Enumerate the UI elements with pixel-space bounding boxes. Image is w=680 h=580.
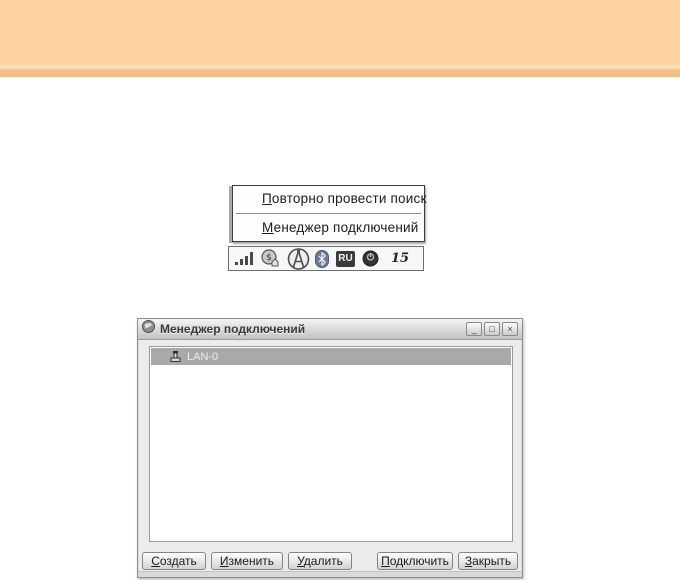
clock-indicator[interactable]: 15 bbox=[391, 251, 410, 266]
svg-text:$: $ bbox=[266, 253, 272, 263]
create-button-label: оздать bbox=[159, 554, 197, 568]
keyboard-layout-indicator[interactable]: RU bbox=[336, 251, 355, 267]
system-tray bbox=[228, 246, 424, 271]
signal-strength-icon[interactable] bbox=[234, 251, 256, 266]
close-window-button-accesskey: З bbox=[464, 554, 473, 568]
delete-button-accesskey: У bbox=[297, 554, 304, 568]
close-window-button[interactable] bbox=[458, 552, 518, 570]
power-icon[interactable] bbox=[362, 250, 379, 267]
update-badge-icon[interactable] bbox=[260, 249, 282, 268]
menu-item-rescan-accesskey: П bbox=[262, 191, 272, 206]
maximize-button[interactable]: □ bbox=[484, 322, 500, 336]
window-button-row bbox=[142, 552, 518, 570]
connect-button-accesskey: П bbox=[381, 554, 390, 568]
delete-button[interactable] bbox=[288, 552, 352, 570]
top-banner bbox=[0, 0, 680, 77]
edit-button-label: зменить bbox=[228, 554, 275, 568]
window-title: Менеджер подключений bbox=[160, 322, 306, 336]
edit-button-accesskey: И bbox=[219, 554, 229, 568]
window-globe-icon bbox=[142, 320, 155, 338]
tray-context-menu bbox=[232, 185, 425, 242]
bluetooth-icon[interactable] bbox=[315, 250, 329, 268]
minimize-button[interactable]: _ bbox=[466, 322, 482, 336]
wireless-antenna-icon[interactable] bbox=[286, 246, 311, 271]
connection-manager-window bbox=[137, 318, 523, 578]
connections-list[interactable] bbox=[149, 346, 513, 542]
button-row-spacer bbox=[357, 552, 377, 570]
menu-item-connection-manager-label: енеджер подключений bbox=[273, 220, 419, 235]
list-item-lan0-label: LAN-0 bbox=[187, 350, 219, 363]
menu-item-rescan[interactable] bbox=[233, 186, 427, 212]
lan-connection-icon bbox=[169, 350, 182, 363]
connect-button-label: одключить bbox=[389, 554, 449, 568]
window-titlebar[interactable] bbox=[138, 319, 522, 340]
close-button[interactable]: × bbox=[502, 322, 518, 336]
menu-item-rescan-label: овторно провести поиск bbox=[271, 191, 427, 206]
menu-item-connection-manager[interactable] bbox=[233, 215, 424, 241]
create-button[interactable] bbox=[142, 552, 206, 570]
create-button-accesskey: С bbox=[151, 554, 160, 568]
connect-button[interactable] bbox=[377, 552, 453, 570]
window-bottom-frame bbox=[138, 571, 522, 577]
close-window-button-label: акрыть bbox=[472, 554, 512, 568]
delete-button-label: далить bbox=[303, 554, 343, 568]
menu-item-connection-manager-accesskey: М bbox=[262, 220, 274, 235]
list-item-lan0[interactable] bbox=[151, 348, 511, 365]
menu-separator bbox=[236, 213, 421, 214]
edit-button[interactable] bbox=[211, 552, 283, 570]
